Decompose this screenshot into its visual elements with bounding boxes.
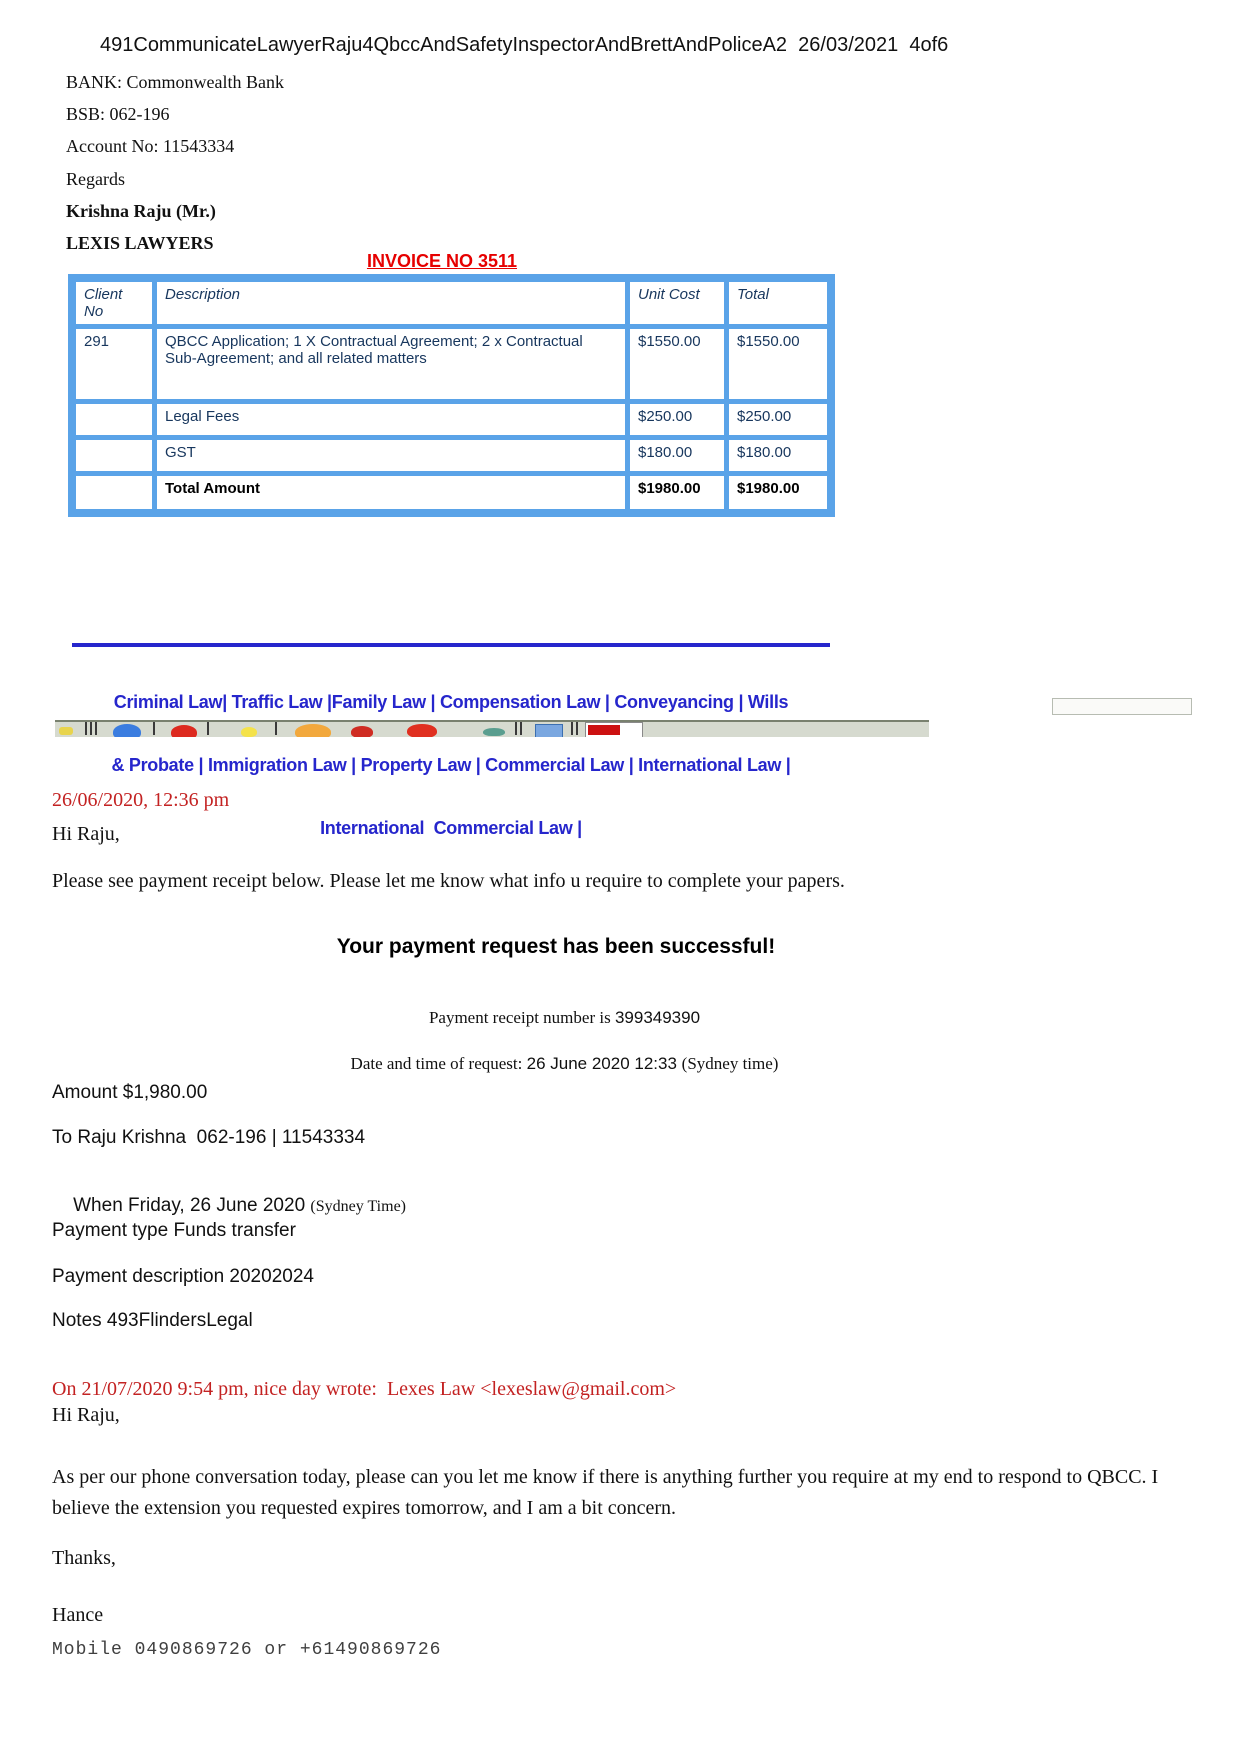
taskbar-separator — [275, 722, 277, 735]
receipt-datetime-value: 26 June 2020 12:33 — [526, 1054, 682, 1073]
practice-areas-line: International Commercial Law | — [320, 818, 582, 838]
cell-total: $1550.00 — [729, 329, 827, 399]
table-row — [76, 440, 827, 471]
receipt-when-suffix: (Sydney Time) — [310, 1198, 406, 1215]
cell-description: Legal Fees — [157, 404, 625, 435]
cell-client-no — [76, 476, 152, 509]
cell-unit-cost: $180.00 — [630, 440, 724, 471]
cropped-app-icon — [59, 727, 73, 735]
column-header-description: Description — [157, 282, 625, 324]
email-greeting: Hi Raju, — [52, 1404, 120, 1426]
regards-line: Regards — [66, 169, 125, 189]
cropped-app-icon-red — [171, 725, 197, 737]
cropped-app-icon-blue — [113, 724, 141, 737]
email-body-paragraph: As per our phone conversation today, please can you let me know if there is anything further you require at my end to respond to QBCC. I believe the extension you requested expires tomorrow, and I am a bit concern. — [52, 1466, 1164, 1519]
blue-divider — [72, 643, 830, 647]
taskbar-separator — [85, 722, 87, 735]
taskbar-separator — [571, 722, 573, 735]
invoice-table — [68, 274, 835, 517]
cell-total: $250.00 — [729, 404, 827, 435]
payment-success-heading: Your payment request has been successful! — [336, 935, 776, 958]
taskbar-separator — [520, 722, 522, 735]
cell-client-no — [76, 440, 152, 471]
taskbar-separator — [95, 722, 97, 735]
cell-description: GST — [157, 440, 625, 471]
practice-areas-line: Criminal Law| Traffic Law |Family Law | Compensation Law | Conveyancing | Wills — [113, 692, 789, 712]
cropped-app-icon-red — [407, 724, 437, 737]
receipt-datetime-label: Date and time of request: — [350, 1054, 527, 1073]
receipt-number-value: 399349390 — [614, 1008, 701, 1027]
cell-total-label: Total Amount — [157, 476, 625, 509]
taskbar-separator — [576, 722, 578, 735]
email-thanks-line: Thanks, — [52, 1547, 116, 1569]
column-header-unit-cost: Unit Cost — [630, 282, 724, 324]
mobile-number-line: Mobile 0490869726 or +61490869726 — [52, 1640, 442, 1660]
email-date-line: 26/06/2020, 12:36 pm — [52, 789, 230, 811]
page-title: 491CommunicateLawyerRaju4QbccAndSafetyInspectorAndBrettAndPoliceA2 26/03/2021 4of6 — [100, 34, 949, 56]
email-body-line: Please see payment receipt below. Please let me know what info u require to complete your papers. — [52, 870, 845, 892]
receipt-number-label: Payment receipt number is — [428, 1008, 615, 1027]
receipt-notes-line: Notes 493FlindersLegal — [52, 1310, 253, 1331]
sender-name: Krishna Raju (Mr.) — [66, 201, 216, 221]
taskbar-separator — [153, 722, 155, 735]
taskbar-separator — [515, 722, 517, 735]
taskbar-separator — [207, 722, 209, 735]
receipt-amount-line: Amount $1,980.00 — [52, 1082, 208, 1103]
practice-areas — [72, 650, 830, 881]
receipt-description-line: Payment description 20202024 — [52, 1266, 314, 1287]
cell-unit-cost: $1550.00 — [630, 329, 724, 399]
quoted-email-header: On 21/07/2020 9:54 pm, nice day wrote: Lexes Law <lexeslaw@gmail.com> — [52, 1378, 677, 1400]
cropped-app-icon-orange — [295, 724, 331, 737]
cell-total-amount: $1980.00 — [729, 476, 827, 509]
cropped-app-icon-red — [351, 726, 373, 737]
cropped-app-icon-red-box — [588, 725, 620, 735]
bsb-line: BSB: 062-196 — [66, 104, 170, 124]
column-header-total: Total — [729, 282, 827, 324]
cropped-app-icon-window — [535, 724, 563, 737]
invoice-total-row — [76, 476, 827, 509]
practice-areas-line: & Probate | Immigration Law | Property Law | Commercial Law | International Law | — [111, 755, 791, 775]
taskbar-separator — [90, 722, 92, 735]
receipt-when-value: When Friday, 26 June 2020 — [73, 1195, 311, 1216]
table-row — [76, 329, 827, 399]
receipt-type-line: Payment type Funds transfer — [52, 1220, 296, 1241]
column-header-client-no: Client No — [76, 282, 152, 324]
cell-description: QBCC Application; 1 X Contractual Agreement; 2 x Contractual Sub-Agreement; and all related matters — [157, 329, 625, 399]
firm-name: LEXIS LAWYERS — [66, 233, 214, 253]
email-greeting: Hi Raju, — [52, 823, 120, 845]
cropped-taskbar-strip — [55, 718, 929, 737]
bank-name-line: BANK: Commonwealth Bank — [66, 72, 284, 92]
table-row — [76, 404, 827, 435]
invoice-title: INVOICE NO 3511 — [366, 251, 518, 271]
cell-total-unit-cost: $1980.00 — [630, 476, 724, 509]
receipt-to-line: To Raju Krishna 062-196 | 11543334 — [52, 1127, 366, 1148]
cell-unit-cost: $250.00 — [630, 404, 724, 435]
taskbar-tray-box — [1052, 698, 1192, 715]
account-number-line: Account No: 11543334 — [66, 136, 235, 156]
cropped-app-icon-frame — [585, 722, 643, 737]
invoice-header-row — [76, 282, 827, 324]
cell-client-no — [76, 404, 152, 435]
cropped-app-icon-yellow — [241, 727, 257, 737]
cropped-app-icon-teal — [483, 728, 505, 736]
receipt-datetime-suffix: (Sydney time) — [681, 1054, 779, 1073]
cell-total: $180.00 — [729, 440, 827, 471]
email-signature-name: Hance — [52, 1604, 104, 1626]
cell-client-no: 291 — [76, 329, 152, 399]
